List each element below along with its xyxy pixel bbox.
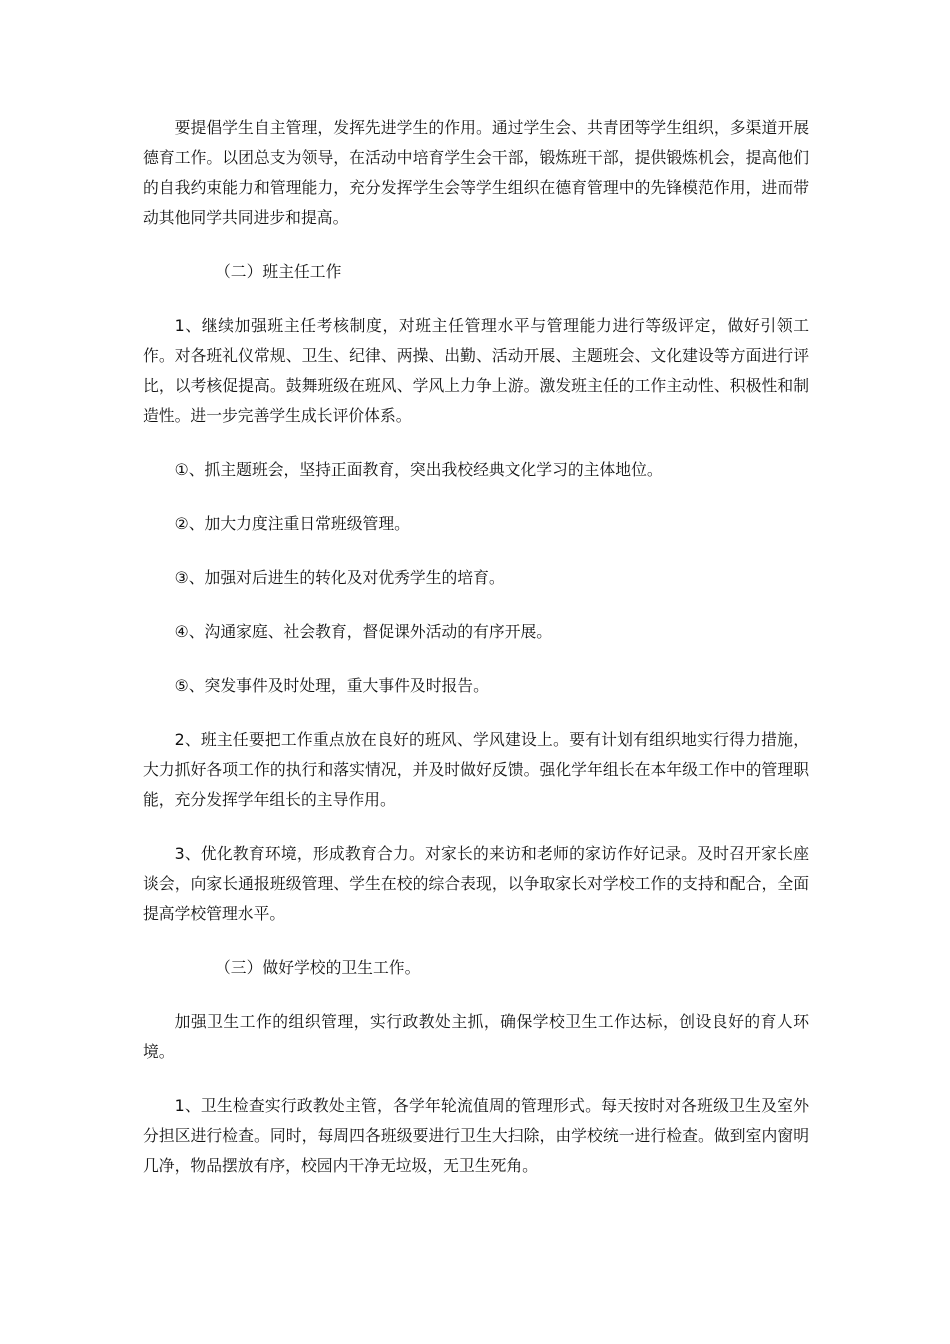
list-item-family-society-education: ④、沟通家庭、社会教育，督促课外活动的有序开展。 [174,622,553,641]
paragraph-student-self-management: 要提倡学生自主管理，发挥先进学生的作用。通过学生会、共青团等学生组织，多渠道开展德育工作。以团总支为领导，在活动中培育学生会干部，锻炼班干部，提供锻炼机会，提高他们的自我约束能力和管理能力，充分发挥学生会等学生组织在德育管理中的先锋模范作用，进而带动其他同学共同进步和提高。 [143,118,809,227]
section-heading-school-hygiene: （三）做好学校的卫生工作。 [215,958,421,977]
document-body [143,113,809,1205]
list-item-daily-class-management: ②、加大力度注重日常班级管理。 [174,514,410,533]
list-item-student-cultivation: ③、加强对后进生的转化及对优秀学生的培育。 [174,568,505,587]
list-item-theme-class-meeting: ①、抓主题班会，坚持正面教育，突出我校经典文化学习的主体地位。 [174,460,663,479]
list-item-emergency-handling: ⑤、突发事件及时处理，重大事件及时报告。 [174,676,489,695]
section-heading-class-teacher-work: （二）班主任工作 [215,262,342,281]
paragraph-class-teacher-assessment: 1、继续加强班主任考核制度，对班主任管理水平与管理能力进行等级评定，做好引领工作。对各班礼仪常规、卫生、纪律、两操、出勤、活动开展、主题班会、文化建设等方面进行评比，以考核促提高。鼓舞班级在班风、学风上力争上游。激发班主任的工作主动性、积极性和制造性。进一步完善学生成长评价体系。 [143,316,809,425]
paragraph-hygiene-inspection: 1、卫生检查实行政教处主管，各学年轮流值周的管理形式。每天按时对各班级卫生及室外分担区进行检查。同时，每周四各班级要进行卫生大扫除，由学校统一进行检查。做到室内窗明几净，物品摆放有序，校园内干净无垃圾，无卫生死角。 [143,1096,809,1175]
paragraph-class-style-building: 2、班主任要把工作重点放在良好的班风、学风建设上。要有计划有组织地实行得力措施，大力抓好各项工作的执行和落实情况，并及时做好反馈。强化学年组长在本年级工作中的管理职能，充分发挥学年组长的主导作用。 [143,730,809,809]
paragraph-education-environment: 3、优化教育环境，形成教育合力。对家长的来访和老师的家访作好记录。及时召开家长座谈会，向家长通报班级管理、学生在校的综合表现，以争取家长对学校工作的支持和配合，全面提高学校管理水平。 [143,844,809,923]
paragraph-hygiene-management: 加强卫生工作的组织管理，实行政教处主抓，确保学校卫生工作达标，创设良好的育人环境。 [143,1012,809,1061]
